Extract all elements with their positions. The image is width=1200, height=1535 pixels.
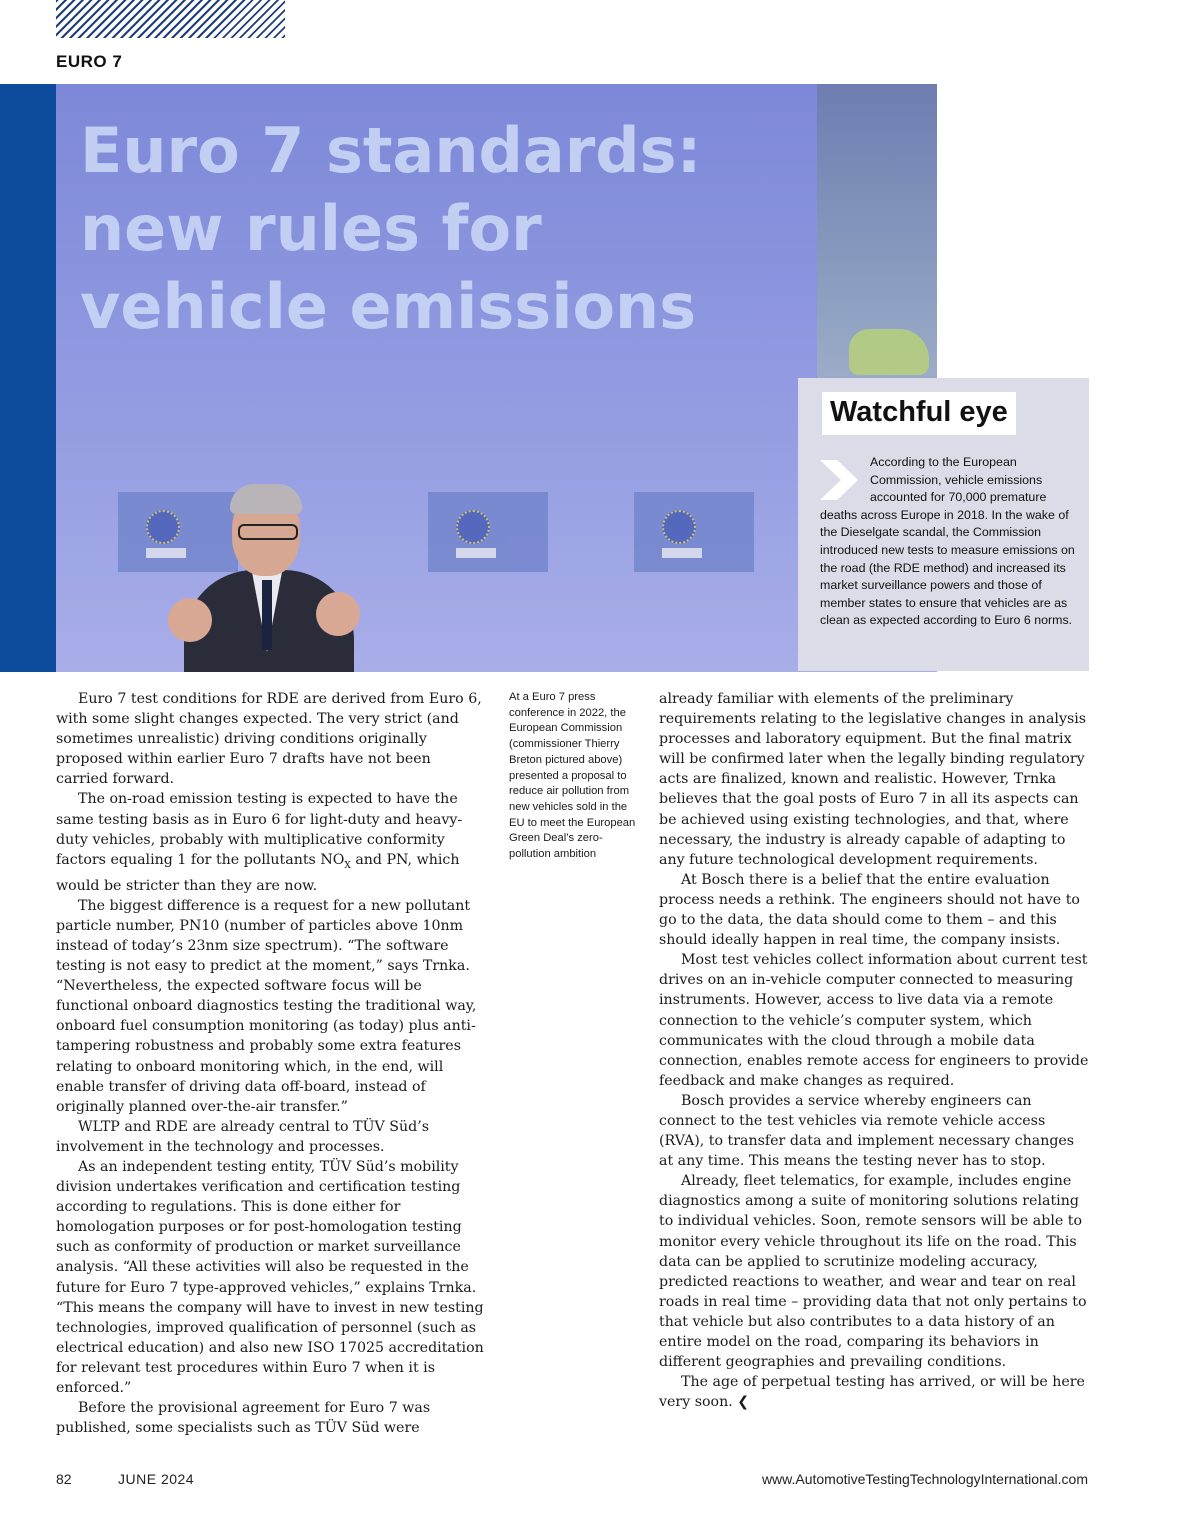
end-mark-icon: ❮ (737, 1394, 749, 1411)
slide-title-line: vehicle emissions (80, 270, 697, 343)
watchful-eye-sidebar (798, 378, 1089, 671)
paragraph-text: and PN, which would be stricter than they are now. (56, 851, 460, 894)
slide-title-line: Euro 7 standards: (80, 114, 702, 187)
article-paragraph: Most test vehicles collect information about current test drives on an in-vehicle computer connected to measuring instruments. However, access to live data via a remote connection to the vehicle’s computer system, which communicates with the cloud through a mobile data connection, enables remote access for engineers to provide feedback and make changes as required. (659, 952, 1089, 1089)
eu-flag-banner (634, 492, 754, 572)
paragraph-text: The age of perpetual testing has arrived, or will be here very soon. (659, 1374, 1085, 1411)
article-paragraph: already familiar with elements of the preliminary requirements relating to the legislative changes in analysis processes and laboratory equipment. But the final matrix will be confirmed later when the legally binding regulatory acts are finalized, known and realistic. However, Trnka believes that the goal posts of Euro 7 in all its aspects can be achieved using existing technologies, and that, where necessary, the industry is already capable of adapting to any future technological development requirements. (659, 691, 1087, 868)
article-paragraph: At Bosch there is a belief that the entire evaluation process needs a rethink. The engineers should not have to go to the data, the data should come to them – and this should ideally happen in real time, the company insists. (659, 871, 1080, 949)
slide-title (80, 112, 800, 346)
eu-flag-banner (428, 492, 548, 572)
article-column-left (56, 689, 486, 1438)
issue-date: JUNE 2024 (118, 1471, 195, 1487)
article-paragraph: As an independent testing entity, TÜV Süd’s mobility division undertakes verification and certification testing according to regulations. This is done either for homologation purposes or for post-homologation testing such as conformity of production or market surveillance analysis. “All these activities will also be requested in the future for Euro 7 type-approved vehicles,” explains Trnka. “This means the company will have to invest in new testing technologies, improved qualification of personnel (such as electrical education) and also new ISO 17025 accreditation for relevant test procedures within Euro 7 when it is enforced.” (56, 1158, 484, 1397)
sidebar-body (820, 454, 1082, 630)
page-number: 82 (56, 1471, 72, 1487)
section-label: EURO 7 (56, 52, 123, 71)
article-paragraph: Before the provisional agreement for Euro 7 was published, some specialists such as TÜV Süd were (56, 1400, 431, 1437)
accent-bar (0, 84, 56, 672)
article-paragraph: WLTP and RDE are already central to TÜV Süd’s involvement in the technology and processes. (56, 1118, 429, 1155)
photo-caption: At a Euro 7 press conference in 2022, the European Commission (commissioner Thierry Breton pictured above) presented a proposal to reduce air pollution from new vehicles sold in the EU to meet the European Green Deal’s zero-pollution ambition (509, 691, 636, 861)
sidebar-title: Watchful eye (822, 392, 1016, 435)
article-column-right (659, 689, 1091, 1412)
sidebar-body-text: According to the European Commission, vehicle emissions accounted for 70,000 premature deaths across Europe in 2018. In the wake of the Dieselgate scandal, the Commission introduced new tests to measure emissions on the road (the RDE method) and increased its market surveillance powers and those of member states to ensure that vehicles are as clean as expected according to Euro 6 norms. (820, 455, 1075, 628)
speaker-figure (164, 480, 369, 672)
subscript: X (344, 860, 351, 871)
website-url[interactable]: www.AutomotiveTestingTechnologyInternational.com (761, 1471, 1088, 1487)
article-paragraph: Bosch provides a service whereby engineers can connect to the test vehicles via remote vehicle access (RVA), to transfer data and implement necessary changes at any time. This means the testing never has to stop. (659, 1092, 1075, 1170)
paragraph-text: The on-road emission testing is expected to have the same testing basis as in Euro 6 for light-duty and heavy-duty vehicles, probably with multiplicative conformity factors equaling 1 for the pollutants NO (56, 791, 463, 868)
article-paragraph: Already, fleet telematics, for example, includes engine diagnostics among a suite of monitoring solutions relating to individual vehicles. Soon, remote sensors will be able to monitor every vehicle throughout its life on the road. This data can be applied to scrutinize modeling accuracy, predicted reactions to weather, and wear and tear on real roads in real time – providing data that not only pertains to that vehicle but also contributes to a data history of an entire model on the road, comparing its behaviors in different geographies and prevailing conditions. (659, 1173, 1087, 1371)
header-hatch-pattern (56, 0, 285, 38)
slide-title-line: new rules for (80, 192, 542, 265)
article-paragraph: Euro 7 test conditions for RDE are derived from Euro 6, with some slight changes expected. The very strict (and sometimes unrealistic) driving conditions originally proposed within earlier Euro 7 drafts have not been carried forward. (56, 691, 482, 788)
article-paragraph (659, 1372, 1091, 1412)
article-paragraph (56, 789, 486, 895)
car-image (849, 329, 929, 375)
article-paragraph: The biggest difference is a request for a new pollutant particle number, PN10 (number of particles above 10nm instead of today’s 23nm size spectrum). “The software testing is not easy to predict at the moment,” says Trnka. “Nevertheless, the expected software focus will be functional onboard diagnostics testing the traditional way, onboard fuel consumption monitoring (as today) plus anti-tampering robustness and probably some extra features relating to onboard monitoring which, in the end, will enable transfer of driving data off-board, instead of originally planned over-the-air transfer.” (56, 897, 477, 1115)
